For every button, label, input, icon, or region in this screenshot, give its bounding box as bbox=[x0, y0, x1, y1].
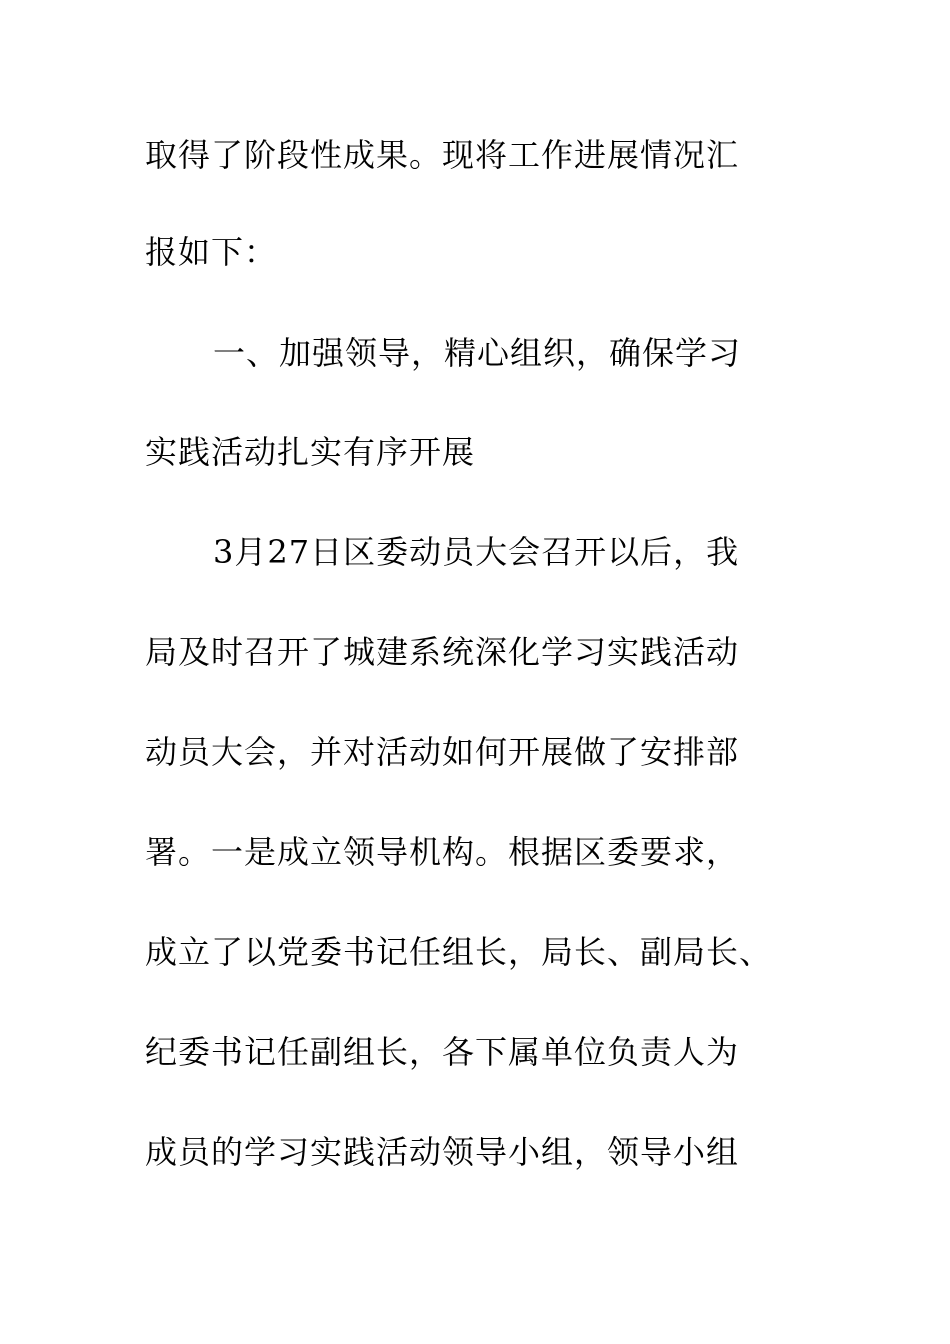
section-heading: 一、加强领导，精心组织，确保学习 bbox=[213, 334, 742, 372]
text-line: 成员的学习实践活动领导小组，领导小组 bbox=[145, 1133, 740, 1171]
section-heading: 实践活动扎实有序开展 bbox=[145, 433, 476, 471]
text-line: 动员大会，并对活动如何开展做了安排部 bbox=[145, 733, 740, 771]
text-line: 局及时召开了城建系统深化学习实践活动 bbox=[145, 633, 740, 671]
text-line: 署。一是成立领导机构。根据区委要求， bbox=[145, 833, 740, 871]
text-line: 取得了阶段性成果。现将工作进展情况汇 bbox=[145, 136, 740, 174]
text-line: 报如下： bbox=[145, 233, 278, 271]
text-line: 纪委书记任副组长，各下属单位负责人为 bbox=[145, 1033, 740, 1071]
text-line: 3月27日区委动员大会召开以后，我 bbox=[213, 533, 740, 571]
text-line: 成立了以党委书记任组长，局长、副局长、 bbox=[145, 933, 773, 971]
